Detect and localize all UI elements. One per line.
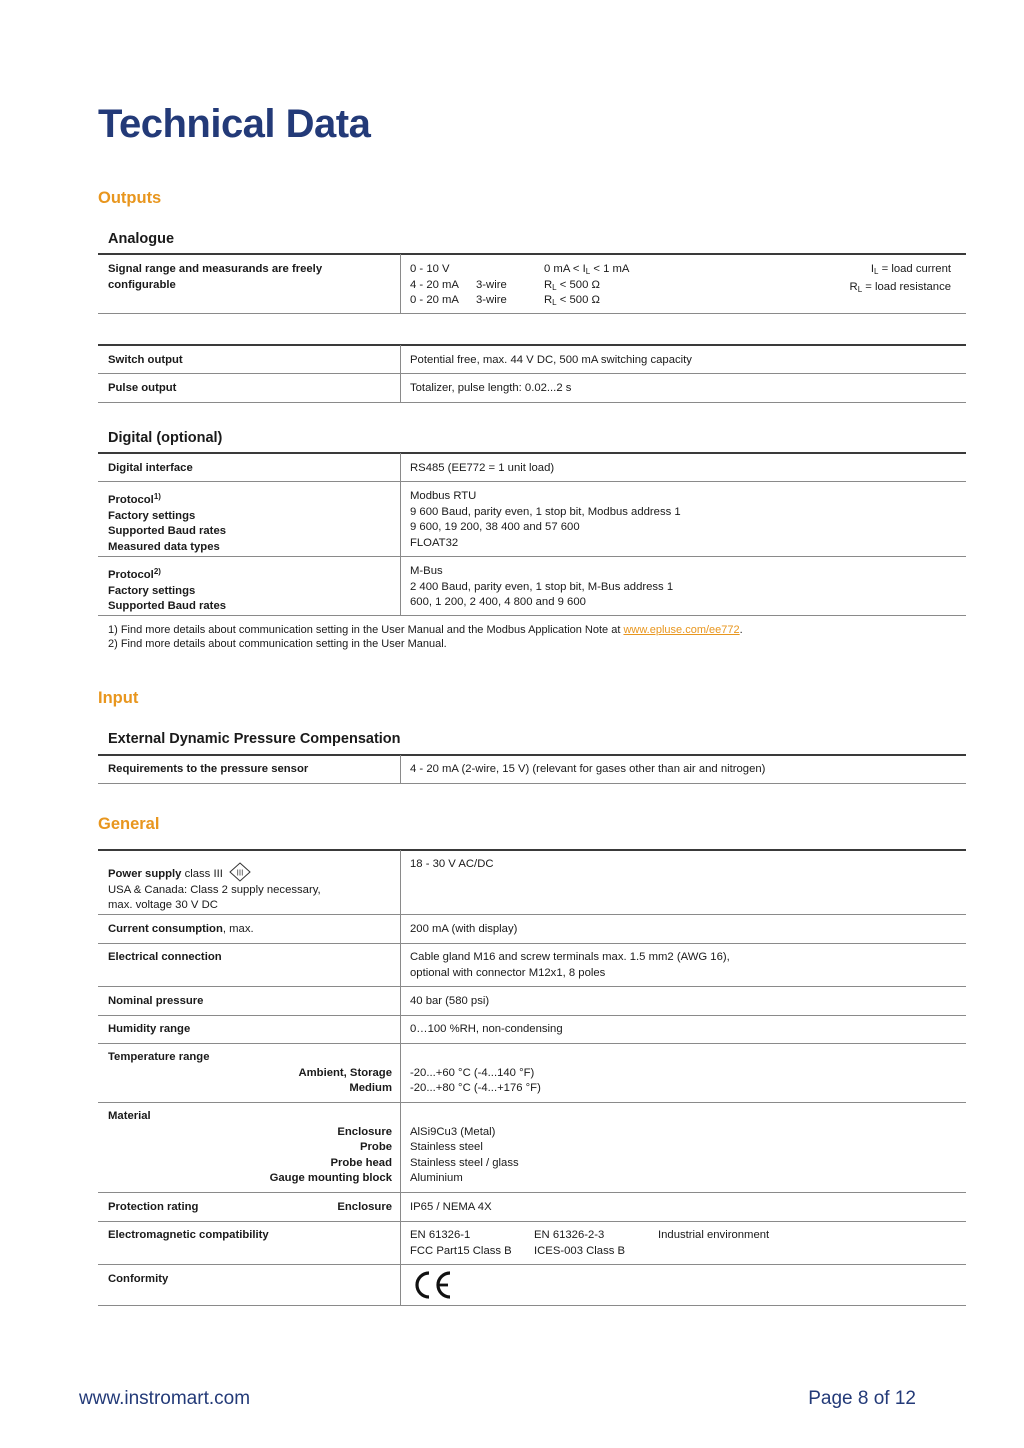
electrical-connection-value: Cable gland M16 and screw terminals max. 1.5 mm2 (AWG 16), optional with connector M12x1, 8 poles — [410, 951, 730, 979]
column-divider — [400, 482, 401, 556]
section-general-heading: General — [98, 815, 160, 833]
pressure-compensation-heading: External Dynamic Pressure Compensation — [108, 731, 401, 747]
svg-text:III: III — [236, 868, 244, 878]
pulse-output-value: Totalizer, pulse length: 0.02...2 s — [410, 382, 572, 394]
column-divider — [400, 345, 401, 373]
conformity-label: Conformity — [108, 1273, 169, 1285]
digital-interface-label: Digital interface — [108, 462, 193, 474]
pressure-sensor-label: Requirements to the pressure sensor — [108, 763, 309, 775]
footnote-1: 1) Find more details about communication setting in the User Manual and the Modbus Application Note at www.epluse.com/ee772. — [108, 624, 743, 636]
pulse-output-label: Pulse output — [108, 382, 177, 394]
column-divider — [400, 915, 401, 943]
analogue-heading: Analogue — [108, 231, 175, 247]
divider — [98, 1305, 966, 1306]
section-input-heading: Input — [98, 689, 139, 707]
digital-interface-value: RS485 (EE772 = 1 unit load) — [410, 462, 555, 474]
divider — [98, 914, 966, 915]
divider — [98, 1043, 966, 1044]
divider — [98, 402, 966, 403]
modbus-labels: Protocol$^{1)}$ Factory settings Supported Baud rates Measured data types — [108, 492, 227, 553]
section-outputs-heading: Outputs — [98, 189, 162, 207]
divider — [98, 849, 966, 851]
divider — [98, 1192, 966, 1193]
column-divider — [400, 1044, 401, 1102]
divider — [98, 1102, 966, 1103]
temperature-range-values: -20...+60 °C (-4...140 °F) -20...+80 °C (-4...+176 °F) — [410, 1066, 541, 1094]
divider — [98, 253, 966, 255]
protection-rating-label: Protection rating Enclosure — [108, 1201, 392, 1213]
column-divider — [400, 755, 401, 783]
material-values: AlSi9Cu3 (Metal) Stainless steel Stainless steel / glass Aluminium — [410, 1125, 519, 1184]
modbus-values: Modbus RTU 9 600 Baud, parity even, 1 stop bit, Modbus address 1 9 600, 19 200, 38 400 and 57 600 FLOAT32 — [410, 490, 681, 549]
power-supply-value: 18 - 30 V AC/DC — [410, 858, 494, 870]
divider — [98, 481, 966, 482]
divider — [98, 754, 966, 756]
digital-heading: Digital (optional) — [108, 430, 223, 446]
mbus-values: M-Bus 2 400 Baud, parity even, 1 stop bit, M-Bus address 1 600, 1 200, 2 400, 4 800 and 9 600 — [410, 565, 674, 608]
column-divider — [400, 557, 401, 615]
footnote-2: 2) Find more details about communication setting in the User Manual. — [108, 638, 447, 650]
divider — [98, 615, 966, 616]
current-consumption-value: 200 mA (with display) — [410, 923, 518, 935]
column-divider — [400, 1222, 401, 1264]
divider — [98, 986, 966, 987]
epluse-link[interactable]: www.epluse.com/ee772 — [623, 624, 740, 636]
analogue-ranges: 0 - 10 V 0 mA < $I_L < 1$ mA 4 - 20 mA 3-wire $R_L < 500$ Ω 0 - 20 mA 3-wire $R_L < 500$ Ω — [410, 263, 630, 307]
column-divider — [400, 254, 401, 313]
column-divider — [400, 1193, 401, 1221]
emc-label: Electromagnetic compatibility — [108, 1229, 269, 1241]
divider — [98, 452, 966, 454]
material-label: Material Enclosure Probe Probe head Gauge mounting block — [108, 1110, 392, 1184]
divider — [98, 344, 966, 346]
footer-website[interactable]: www.instromart.com — [79, 1388, 251, 1409]
page-title: Technical Data — [98, 102, 371, 146]
column-divider — [400, 987, 401, 1015]
divider — [98, 313, 966, 314]
column-divider — [400, 1016, 401, 1043]
protection-rating-value: IP65 / NEMA 4X — [410, 1201, 492, 1213]
mbus-labels: Protocol$^{2)}$ Factory settings Supported Baud rates — [108, 567, 227, 612]
switch-output-label: Switch output — [108, 354, 183, 366]
divider — [98, 783, 966, 784]
column-divider — [400, 1265, 401, 1305]
column-divider — [400, 374, 401, 402]
switch-output-value: Potential free, max. 44 V DC, 500 mA switching capacity — [410, 354, 692, 366]
temperature-range-label: Temperature range Ambient, Storage Medium — [108, 1051, 392, 1094]
divider — [98, 373, 966, 374]
divider — [98, 943, 966, 944]
column-divider — [400, 453, 401, 481]
nominal-pressure-label: Nominal pressure — [108, 995, 204, 1007]
humidity-range-label: Humidity range — [108, 1023, 191, 1035]
class-iii-icon — [228, 862, 252, 882]
power-supply-label: Power supply class III III USA & Canada: Class 2 supply necessary, max. voltage 30 V DC — [108, 862, 392, 914]
divider — [98, 1015, 966, 1016]
ce-mark-icon — [410, 1269, 454, 1301]
nominal-pressure-value: 40 bar (580 psi) — [410, 995, 490, 1007]
divider — [98, 556, 966, 557]
electrical-connection-label: Electrical connection — [108, 951, 222, 963]
current-consumption-label: Current consumption, max. — [108, 923, 254, 935]
column-divider — [400, 850, 401, 914]
humidity-range-value: 0…100 %RH, non-condensing — [410, 1023, 563, 1035]
analogue-label: Signal range and measurands are freely configurable — [108, 263, 323, 291]
analogue-legend: $I_L$ = load current $R_L$ = load resistance — [849, 263, 951, 294]
column-divider — [400, 1103, 401, 1192]
emc-values: EN 61326-1 EN 61326-2-3 Industrial environment FCC Part15 Class B ICES-003 Class B — [410, 1229, 770, 1257]
divider — [98, 1221, 966, 1222]
pressure-sensor-value: 4 - 20 mA (2-wire, 15 V) (relevant for gases other than air and nitrogen) — [410, 763, 766, 775]
footer-page-number: Page 8 of 12 — [808, 1388, 916, 1409]
divider — [98, 1264, 966, 1265]
column-divider — [400, 944, 401, 986]
